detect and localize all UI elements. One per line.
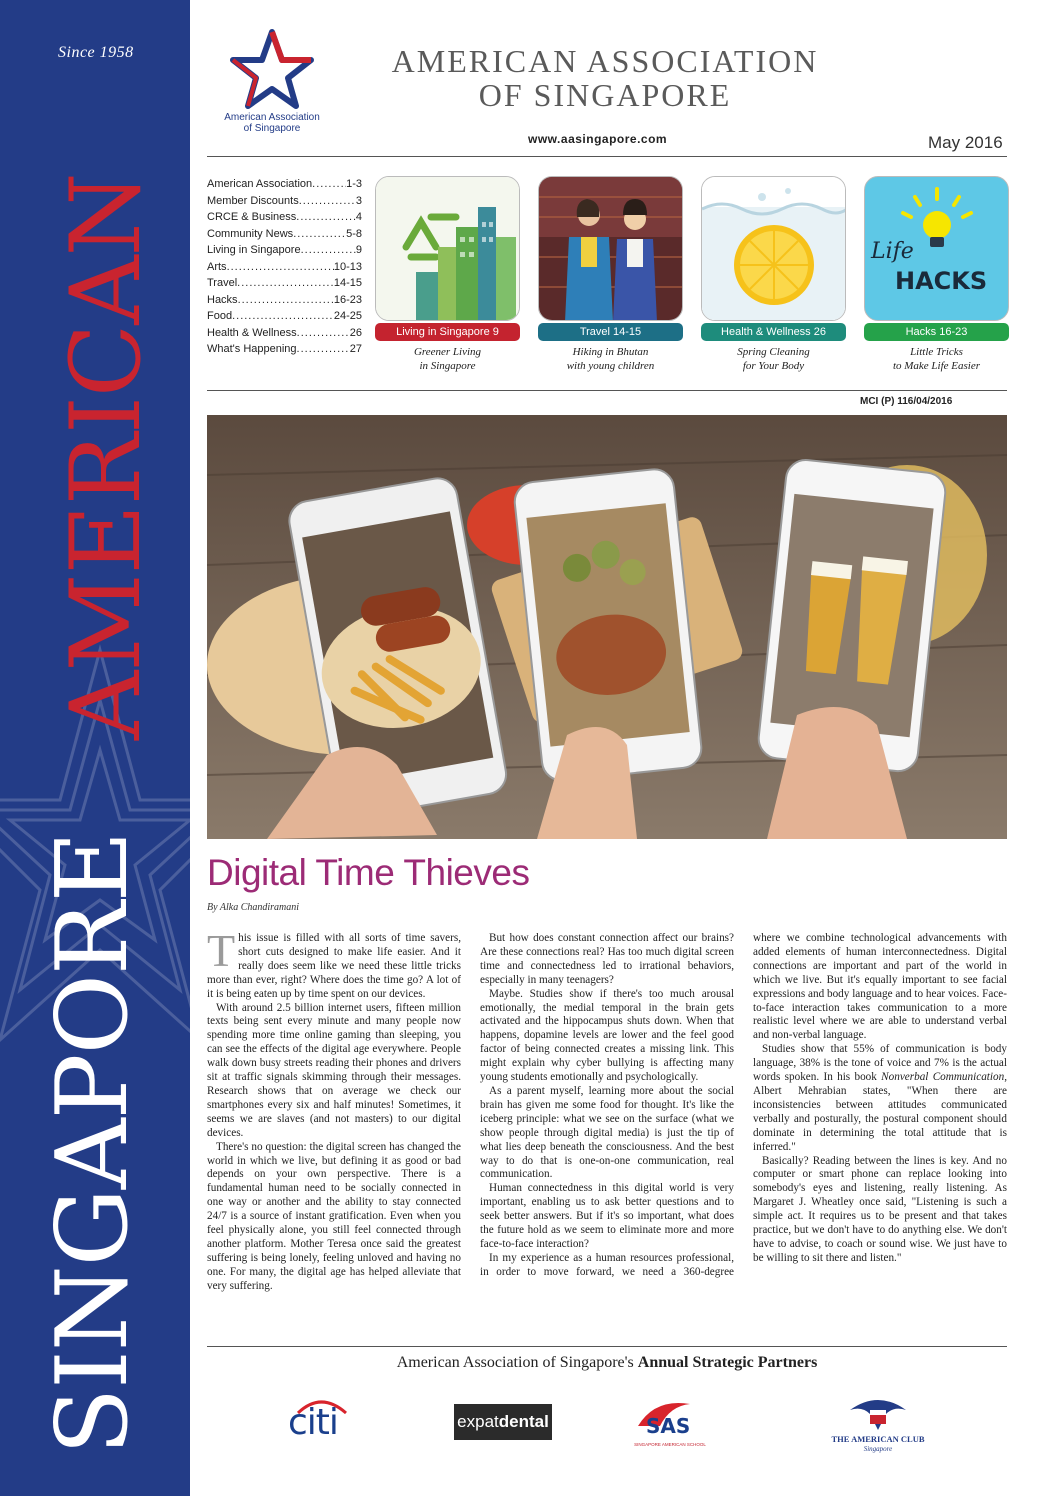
article-paragraph: where we combine technological advancements with added elements of human interconnectedness. Digital connections are important and part of the world in which we live. But it's equally important to see facial expressions and body language and to hear voices. Face-to-face interaction takes communication to a more realistic level where we are able to understand verbal and non-verbal language.	[753, 932, 1007, 1042]
organization-title	[340, 44, 870, 112]
website-link[interactable]: www.aasingapore.com	[528, 132, 668, 146]
hero-photo-phones-food	[207, 415, 1007, 839]
feature-tag[interactable]: Health & Wellness 26	[701, 323, 846, 341]
since-label: Since 1958	[58, 44, 134, 61]
article-paragraph: Basically? Reading between the lines is key. And no computer or smart phone can replace looking into somebody's eyes and listening, really listening. As Margaret J. Wheatley once said, "Listening is such a simple act. It requires us to be present and that takes practice, but we don't have to do anything else. We don't have to advise, to coach or sound wise. We just have to be willing to sit there and listen."	[753, 1154, 1007, 1264]
feature-tile-hacks[interactable]	[864, 176, 1009, 373]
feature-tile-living[interactable]	[375, 176, 520, 373]
eagle-crest-icon	[848, 1396, 908, 1432]
partners-divider	[207, 1346, 1007, 1347]
article-column-2	[480, 932, 734, 1280]
toc-item[interactable]: What's Happening ..... 27	[207, 341, 362, 358]
article-headline: Digital Time Thieves	[207, 852, 530, 893]
partner-american-club-logo[interactable]	[818, 1396, 938, 1458]
star-logo-icon	[230, 28, 314, 112]
life-hacks-image	[864, 176, 1009, 321]
american-club-name: THE AMERICAN CLUB	[831, 1434, 925, 1444]
feature-tag[interactable]: Living in Singapore 9	[375, 323, 520, 341]
feature-tile-health[interactable]	[701, 176, 846, 373]
article-paragraph: This issue is filled with all sorts of time savers, short cuts designed to make life easier. And it really does seem like we need these little tricks more than ever, right? Where does the time go? A lot of it is being eaten up by time spent on our devices.	[207, 925, 461, 1000]
bhutan-children-photo	[538, 176, 683, 321]
article-paragraph: In my experience as a human resources professional, in order to move forward, we need a 360-degree	[480, 1251, 734, 1278]
table-of-contents	[207, 176, 362, 358]
article-paragraph: There's no question: the digital screen has changed the world in which we live, but defining it as good or bad depends on your own perspective. There is a fundamental human need to be socially connected in one way or another and the ability to stay connected 24/7 is a source of instant gratification. Even when you feel physically alone, you still feel connected through another platform. Mother Teresa once said the greatest suffering is being lonely, feeling unloved and having no one. For many, the digital age has helped alleviate that very suffering.	[207, 1140, 461, 1292]
toc-item[interactable]: Member Discounts ..... 3	[207, 193, 362, 210]
feature-caption: Hiking in Bhutan with young children	[566, 346, 655, 372]
dropcap: T	[207, 925, 236, 976]
citi-arc-icon	[286, 1395, 356, 1415]
article-column-3	[753, 932, 1007, 1266]
sas-subtitle: SINGAPORE AMERICAN SCHOOL	[634, 1442, 706, 1447]
article-paragraph: Studies show that 55% of communication is body language, 38% is the tone of voice and 7% is the actual words spoken. In his book Nonverbal Communication, Albert Mehrabian states, "When there are inconsistencies between attitudes communicated verbally and posturally, the postural component should dominate in determining the total attitude that is inferred."	[753, 1043, 1007, 1153]
partner-expatdental-logo[interactable]	[454, 1404, 552, 1440]
partners-title: American Association of Singapore's Annual Strategic Partners	[396, 1354, 818, 1371]
vertical-word-singapore: SINGAPORE	[36, 831, 150, 1455]
lemon-water-photo	[701, 176, 846, 321]
partner-sas-logo[interactable]	[630, 1396, 710, 1456]
life-hacks-word-2: HACKS	[895, 267, 988, 295]
toc-item[interactable]: Community News ..... 5-8	[207, 226, 362, 243]
citi-wordmark: citi	[288, 1402, 338, 1443]
article-paragraph: Human connectedness in this digital world is very important, enabling us to ask better questions and to seek better answers. But if it's so important, what does the future hold as we seem to eliminate more and more face-to-face interaction?	[480, 1182, 734, 1250]
logo-caption-line-2: of Singapore	[243, 123, 301, 134]
expat-wordmark: expat	[457, 1412, 499, 1431]
book-title: Nonverbal Communication	[881, 1071, 1005, 1084]
toc-item[interactable]: Arts ..... 10-13	[207, 259, 362, 276]
article-paragraph: As a parent myself, learning more about the social brain has given me some food for thought. It's like the iceberg principle: what we see on the surface (what we show people through digital media) is just the tip of what lies deep beneath the consciousness. And the best way to do that is one-on-one communication, real communication.	[480, 1084, 734, 1181]
feature-tile-travel[interactable]	[538, 176, 683, 373]
association-logo[interactable]	[212, 28, 332, 140]
article-paragraph: Maybe. Studies show if there's too much arousal emotionally, the medial temporal in the brain gets activated and the hippocampus shuts down. When that happens, dopamine levels are lower and the feel good factor of being connected creates a missing link. This might explain why cyber bullying is affecting many young students emotionally and psychologically.	[480, 987, 734, 1084]
header-divider	[207, 156, 1007, 157]
article-paragraph: With around 2.5 billion internet users, fifteen million texts being sent every minute and many people now spending more time online gaming than sleeping, you can see the effects of the digital age everywhere. People walk down busy streets reading their phones and drivers sit at traffic signals skimming through their messages. Research shows that on average we check our smartphones every six and half minutes! Sometimes, it seems we are slaves (and not masters) to our digital devices.	[207, 1001, 461, 1139]
sas-wordmark: SAS	[646, 1414, 691, 1438]
life-hacks-word-1: Life	[871, 239, 914, 264]
article-byline: By Alka Chandiramani	[207, 902, 300, 913]
toc-item[interactable]: Living in Singapore ..... 9	[207, 242, 362, 259]
dental-wordmark: dental	[498, 1412, 549, 1431]
feature-tag[interactable]: Hacks 16-23	[864, 323, 1009, 341]
greener-living-image	[375, 176, 520, 321]
american-club-location: Singapore	[863, 1445, 893, 1453]
toc-item[interactable]: Food ..... 24-25	[207, 308, 362, 325]
feature-caption: Greener Living in Singapore	[413, 346, 482, 372]
toc-item[interactable]: American Association ..... 1-3	[207, 176, 362, 193]
article-paragraph: But how does constant connection affect our brains? Are these connections real? Has too much digital screen time and connectedness led to irrational behaviors, especially in many teenagers?	[480, 932, 734, 986]
mci-number: MCI (P) 116/04/2016	[860, 396, 953, 407]
feature-caption: Spring Cleaning for Your Body	[737, 346, 810, 372]
toc-item[interactable]: Health & Wellness ..... 26	[207, 325, 362, 342]
toc-item[interactable]: Hacks ..... 16-23	[207, 292, 362, 309]
organization-title-line-1: AMERICAN ASSOCIATION	[391, 43, 819, 79]
organization-title-line-2: OF SINGAPORE	[478, 77, 732, 113]
logo-caption-line-1: American Association	[224, 112, 320, 123]
toc-item[interactable]: CRCE & Business ..... 4	[207, 209, 362, 226]
toc-item[interactable]: Travel ..... 14-15	[207, 275, 362, 292]
feature-caption: Little Tricks to Make Life Easier	[892, 346, 981, 372]
masthead-band	[0, 0, 190, 1496]
feature-tag[interactable]: Travel 14-15	[538, 323, 683, 341]
logo-caption	[212, 112, 332, 134]
vertical-word-american: AMERICAN	[50, 173, 162, 740]
article-column-1	[207, 925, 461, 1294]
issue-date: May 2016	[928, 133, 1003, 152]
contents-divider	[207, 390, 1007, 391]
partner-citi-logo[interactable]	[288, 1402, 338, 1443]
